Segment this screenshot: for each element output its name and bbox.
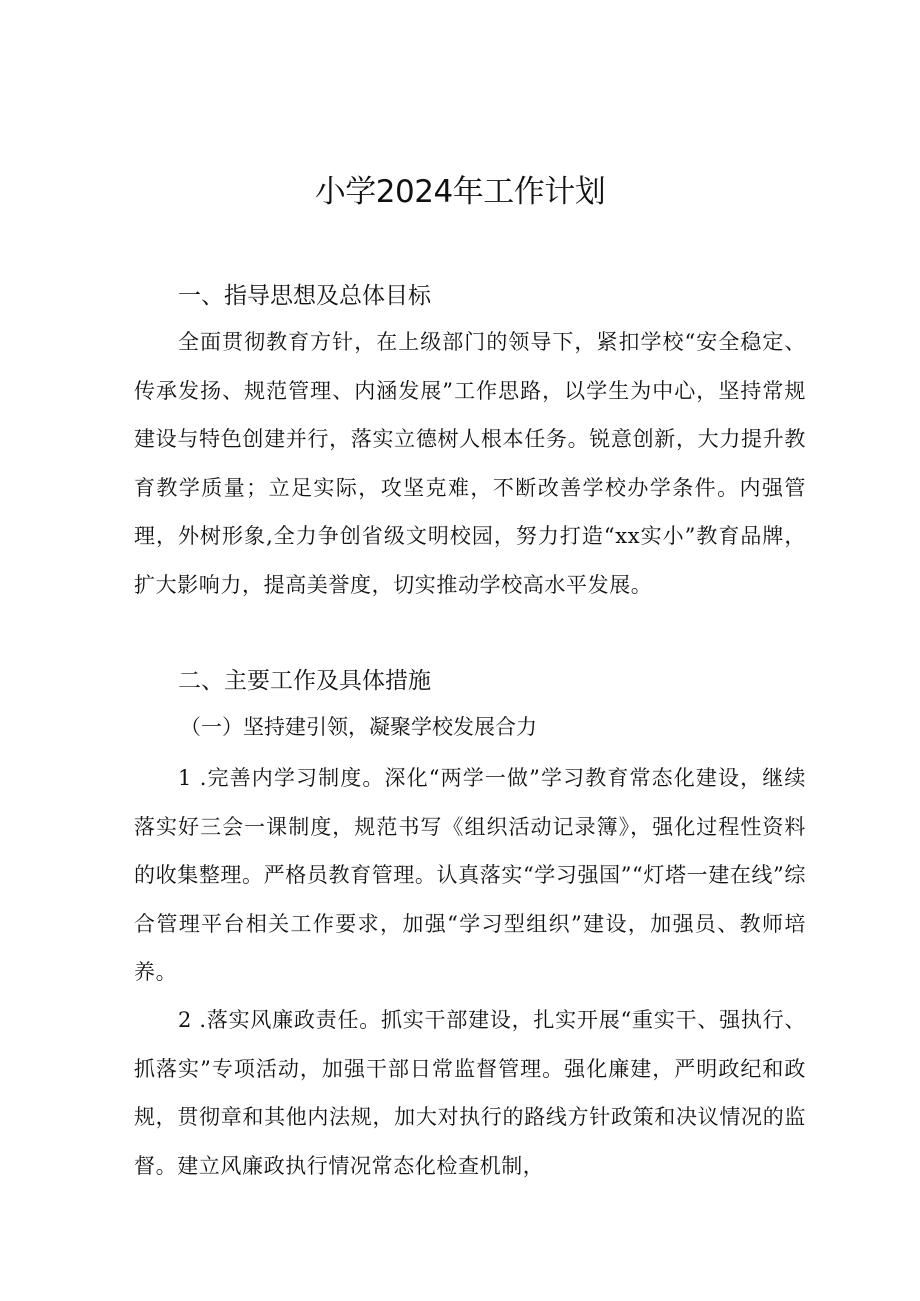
section-heading-main-work: 二、主要工作及具体措施 [178,668,431,694]
section-paragraph-guiding-ideology: 全面贯彻教育方针，在上级部门的领导下，紧扣学校“安全稳定、传承发扬、规范管理、内涵发展”工作思路，以学生为中心，坚持常规建设与特色创建并行，落实立德树人根本任务。锐意创新，大力提升教育教学质量；立足实际，攻坚克难，不断改善学校办学条件。内强管理，外树形象,全力争创省级文明校园，努力打造“xx实小”教育品牌，扩大影响力，提高美誉度，切实推动学校高水平发展。 [134,330,806,597]
list-item-study-system: 1 .完善内学习制度。深化“两学一做”学习教育常态化建设，继续落实好三会一课制度，规范书写《组织活动记录簿》，强化过程性资料的收集整理。严格员教育管理。认真落实“学习强国”“灯塔一建在线”综合管理平台相关工作要求，加强“学习型组织”建设，加强员、教师培养。 [134,766,806,984]
subsection-heading-party-leadership: （一）坚持建引领，凝聚学校发展合力 [180,715,537,739]
document-title: 小学2024年工作计划 [314,174,606,210]
list-item-integrity-responsibility: 2 .落实风廉政责任。抓实干部建设，扎实开展“重实干、强执行、抓落实”专项活动，加强干部日常监督管理。强化廉建，严明政纪和政规，贯彻章和其他内法规，加大对执行的路线方针政策和决议情况的监督。建立风廉政执行情况常态化检查机制， [134,1008,806,1178]
section-heading-guiding-ideology: 一、指导思想及总体目标 [178,283,431,309]
